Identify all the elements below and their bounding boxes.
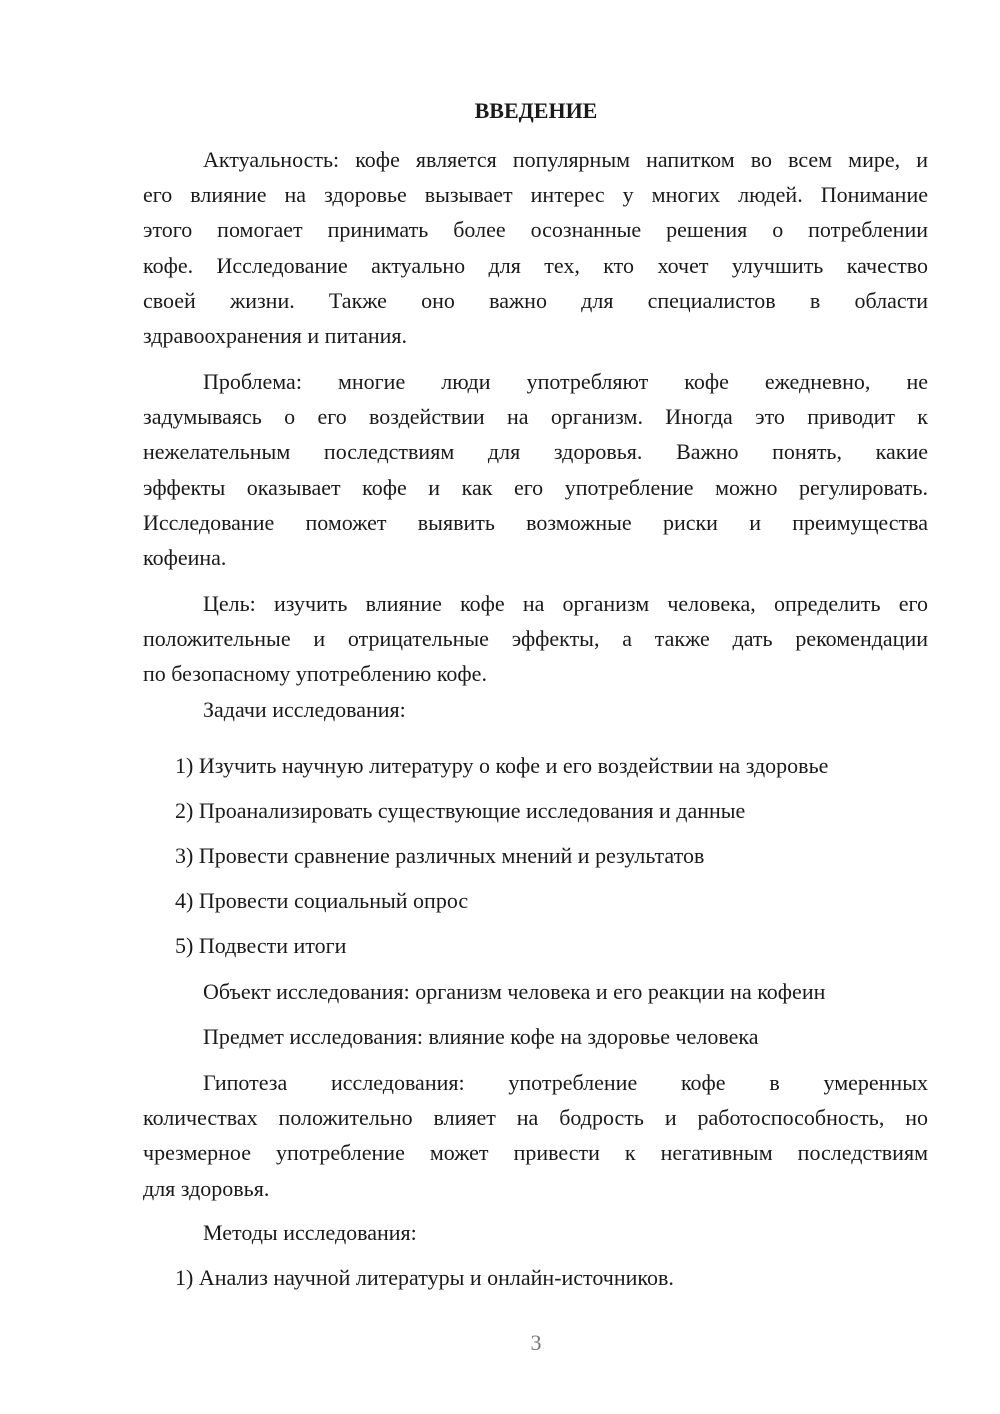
paragraph bbox=[143, 1019, 928, 1054]
text-line: 5) Подвести итоги bbox=[175, 933, 347, 958]
text-line: чрезмерное употребление может привести к негативным последствиям bbox=[143, 1140, 928, 1166]
text-line: Цель: изучить влияние кофе на организм человека, определить его bbox=[203, 591, 928, 616]
paragraph bbox=[143, 364, 928, 575]
list-item bbox=[143, 793, 928, 828]
paragraph bbox=[143, 692, 928, 727]
paragraph bbox=[143, 1065, 928, 1206]
text-line: Исследование поможет выявить возможные риски и преимущества bbox=[143, 509, 928, 535]
page-number: 3 bbox=[530, 1330, 542, 1355]
list-item bbox=[143, 748, 928, 783]
paragraph bbox=[143, 974, 928, 1009]
text-line: для здоровья. bbox=[143, 1175, 270, 1201]
text-line: задумываясь о его воздействии на организм. Иногда это приводит к bbox=[143, 404, 928, 430]
text-line: нежелательным последствиям для здоровья. Важно понять, какие bbox=[143, 439, 928, 465]
text-line: Методы исследования: bbox=[203, 1220, 417, 1245]
list-item bbox=[143, 838, 928, 873]
text-line: 4) Провести социальный опрос bbox=[175, 888, 469, 913]
text-line: 3) Провести сравнение различных мнений и результатов bbox=[175, 843, 705, 868]
text-line: Объект исследования: организм человека и его реакции на кофеин bbox=[203, 979, 826, 1004]
text-line: количествах положительно влияет на бодрость и работоспособность, но bbox=[143, 1105, 928, 1131]
text-line: своей жизни. Также оно важно для специалистов в области bbox=[143, 287, 928, 313]
text-line: здравоохранения и питания. bbox=[143, 322, 408, 348]
text-line: 1) Анализ научной литературы и онлайн-источников. bbox=[175, 1265, 674, 1290]
page-title: ВВЕДЕНИЕ bbox=[474, 98, 598, 123]
text-line: кофе. Исследование актуально для тех, кто хочет улучшить качество bbox=[143, 252, 928, 278]
paragraph bbox=[143, 1215, 928, 1250]
paragraph bbox=[143, 586, 928, 692]
text-line: эффекты оказывает кофе и как его употребление можно регулировать. bbox=[143, 474, 928, 500]
list-item bbox=[143, 928, 928, 963]
text-line: кофеина. bbox=[143, 544, 227, 570]
paragraph bbox=[143, 142, 928, 353]
text-line: Предмет исследования: влияние кофе на здоровье человека bbox=[203, 1024, 759, 1049]
list-item bbox=[143, 1260, 928, 1295]
text-line: положительные и отрицательные эффекты, а также дать рекомендации bbox=[143, 626, 928, 652]
text-line: его влияние на здоровье вызывает интерес у многих людей. Понимание bbox=[143, 182, 928, 208]
text-line: 2) Проанализировать существующие исследования и данные bbox=[175, 798, 746, 823]
text-line: по безопасному употреблению кофе. bbox=[143, 661, 487, 687]
list-item bbox=[143, 883, 928, 918]
text-line: Задачи исследования: bbox=[203, 697, 406, 722]
text-line: 1) Изучить научную литературу о кофе и его воздействии на здоровье bbox=[175, 753, 829, 778]
text-line: Гипотеза исследования: употребление кофе в умеренных bbox=[203, 1070, 928, 1095]
text-line: Проблема: многие люди употребляют кофе ежедневно, не bbox=[203, 369, 928, 394]
text-line: этого помогает принимать более осознанные решения о потреблении bbox=[143, 217, 928, 243]
text-line: Актуальность: кофе является популярным напитком во всем мире, и bbox=[203, 147, 928, 172]
